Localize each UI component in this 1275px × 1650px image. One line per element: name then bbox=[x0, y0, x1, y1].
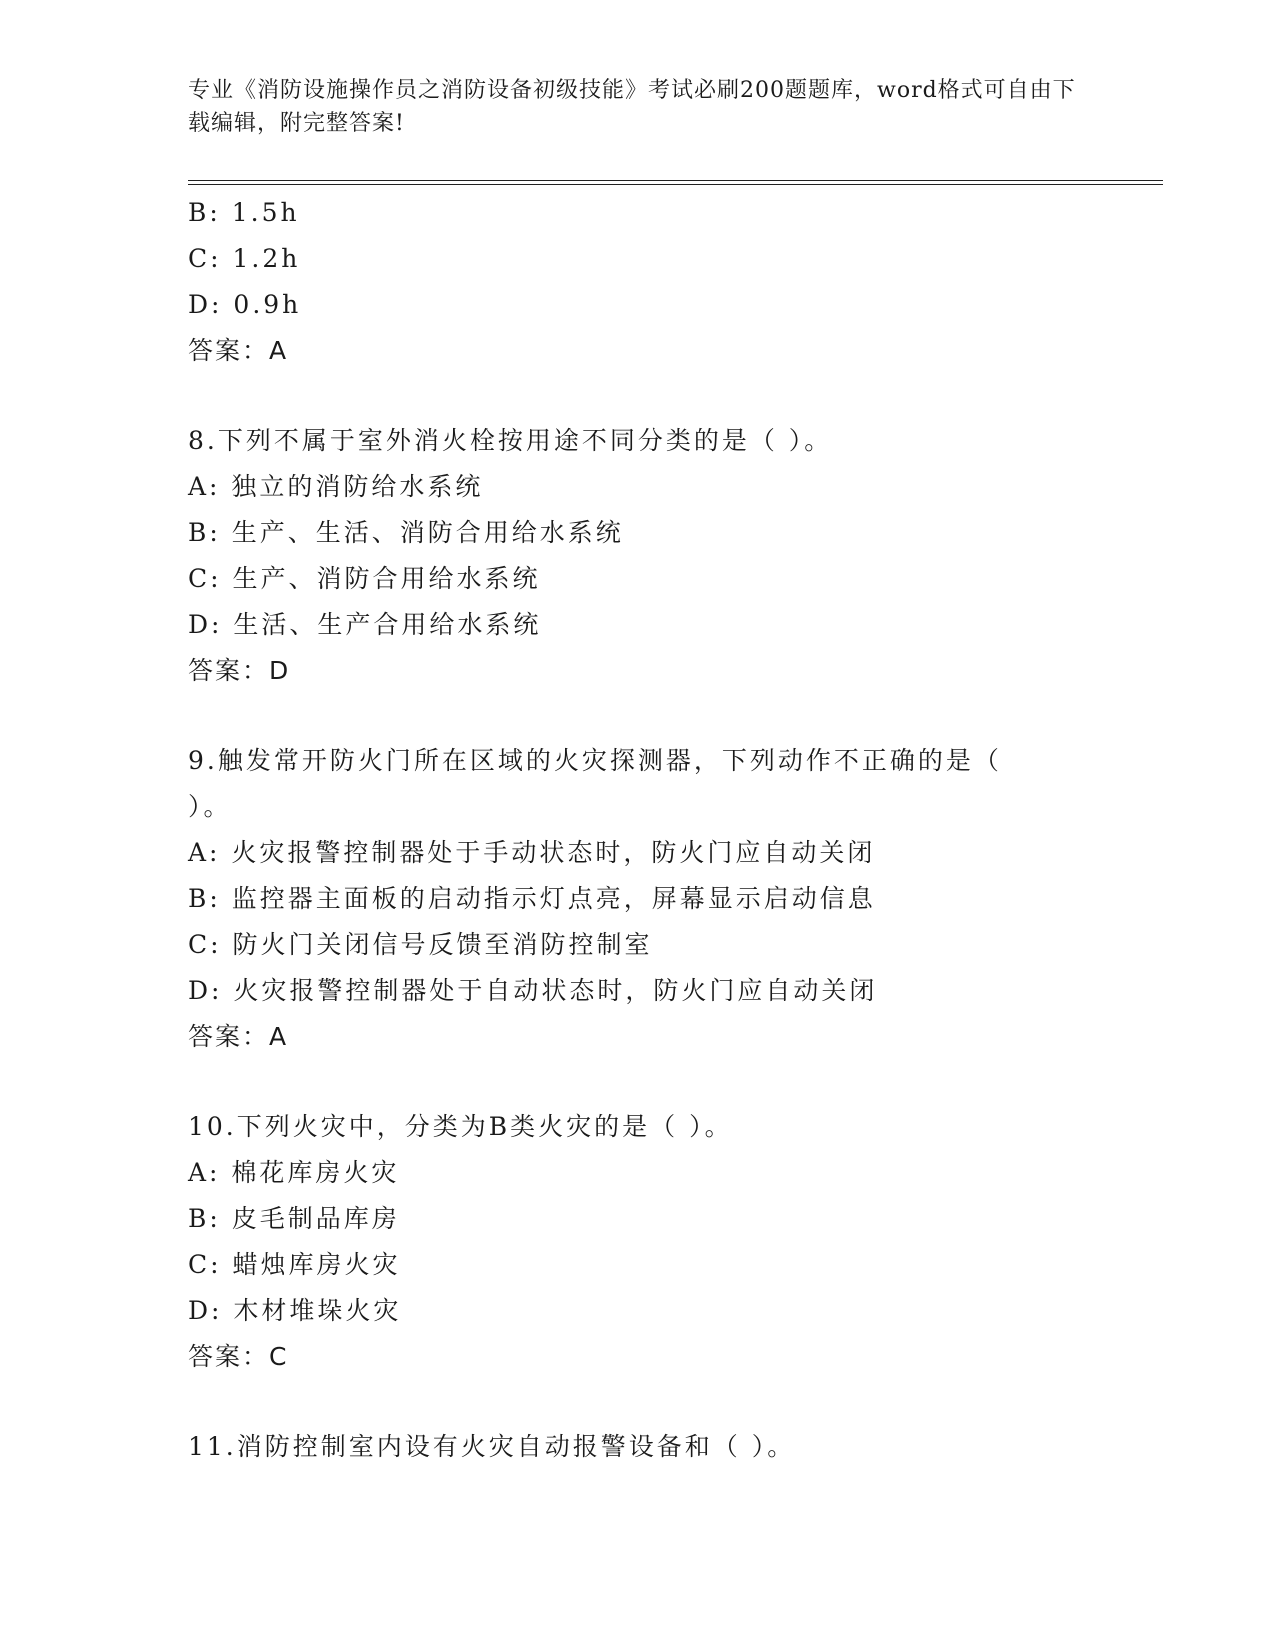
option-b: B: 监控器主面板的启动指示灯点亮，屏幕显示启动信息 bbox=[188, 884, 876, 913]
question-8 bbox=[188, 418, 1088, 694]
question-stem: 8.下列不属于室外消火栓按用途不同分类的是（ ）。 bbox=[188, 426, 833, 455]
option-c: C: 蜡烛库房火灾 bbox=[188, 1250, 401, 1279]
prev-question-block bbox=[188, 190, 1088, 374]
option-b: B: 皮毛制品库房 bbox=[188, 1204, 400, 1233]
answer-line: 答案：A bbox=[188, 336, 289, 365]
option-a: A: 火灾报警控制器处于手动状态时，防火门应自动关闭 bbox=[188, 838, 876, 867]
header-rule bbox=[188, 180, 1163, 185]
option-d: D: 火灾报警控制器处于自动状态时，防火门应自动关闭 bbox=[188, 976, 878, 1005]
option-a: A: 独立的消防给水系统 bbox=[188, 472, 484, 501]
question-10 bbox=[188, 1104, 1088, 1380]
answer-line: 答案：A bbox=[188, 1022, 289, 1051]
question-stem: 11.消防控制室内设有火灾自动报警设备和（ ）。 bbox=[188, 1432, 796, 1461]
option-c: C: 防火门关闭信号反馈至消防控制室 bbox=[188, 930, 653, 959]
question-9 bbox=[188, 738, 1088, 1060]
page-header: 专业《消防设施操作员之消防设备初级技能》考试必刷200题题库，word格式可自由下载编辑，附完整答案! bbox=[188, 78, 1076, 136]
option-b: B: 1.5h bbox=[188, 198, 300, 227]
document-body bbox=[188, 190, 1088, 1470]
answer-line: 答案：C bbox=[188, 1342, 289, 1371]
answer-line: 答案：D bbox=[188, 656, 291, 685]
option-b: B: 生产、生活、消防合用给水系统 bbox=[188, 518, 624, 547]
option-c: C: 生产、消防合用给水系统 bbox=[188, 564, 541, 593]
question-stem: 10.下列火灾中，分类为B类火灾的是（ ）。 bbox=[188, 1112, 733, 1141]
question-11 bbox=[188, 1424, 1088, 1470]
option-a: A: 棉花库房火灾 bbox=[188, 1158, 400, 1187]
option-d: D: 木材堆垛火灾 bbox=[188, 1296, 402, 1325]
option-d: D: 0.9h bbox=[188, 290, 302, 319]
option-c: C: 1.2h bbox=[188, 244, 301, 273]
option-d: D: 生活、生产合用给水系统 bbox=[188, 610, 542, 639]
question-stem: 9.触发常开防火门所在区域的火灾探测器，下列动作不正确的是（ ）。 bbox=[188, 746, 1002, 821]
